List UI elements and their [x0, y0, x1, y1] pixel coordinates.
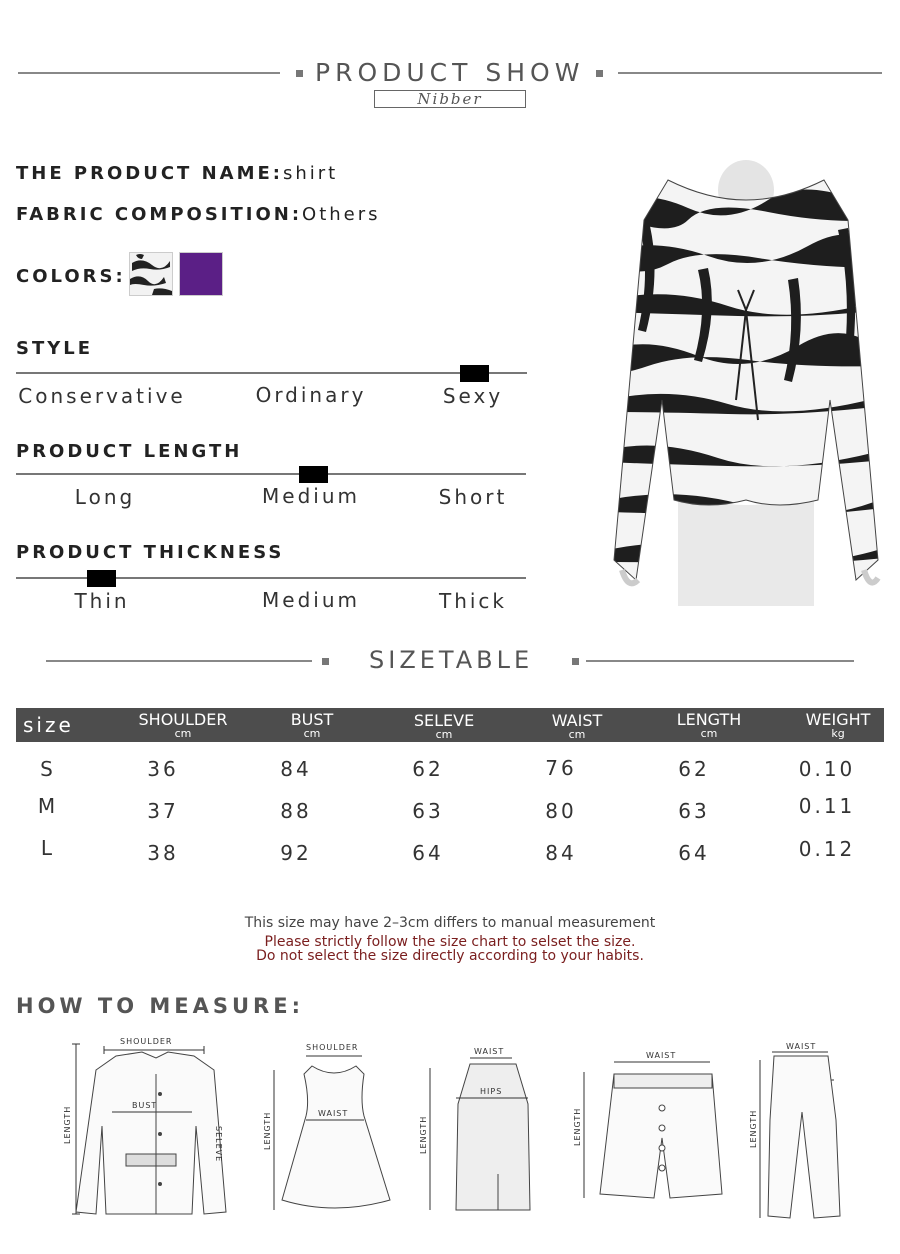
value-cell: 64	[412, 841, 444, 865]
product-name-value: shirt	[282, 163, 339, 184]
value-cell: 0.10	[798, 757, 856, 781]
length-label: LENGTH	[263, 1111, 272, 1150]
colors-label: COLORS:	[16, 266, 126, 287]
waist-label: WAIST	[318, 1109, 349, 1118]
value-cell: 36	[147, 757, 179, 781]
product-name-row	[16, 163, 338, 184]
length-label: LENGTH	[63, 1105, 72, 1144]
col-name: WAIST	[551, 711, 603, 730]
col-name: SHOULDER	[138, 710, 228, 729]
sizetable-rule-left	[46, 660, 312, 662]
value-cell: 88	[280, 799, 312, 823]
sizetable-title: SIZETABLE	[369, 646, 534, 674]
col-header-seleve	[414, 712, 474, 740]
shoulder-label: SHOULDER	[306, 1043, 359, 1052]
value-cell: 37	[147, 799, 179, 823]
value-cell: 63	[412, 799, 444, 823]
product-photo	[608, 160, 884, 606]
fabric-row	[16, 204, 381, 225]
col-unit: cm	[303, 727, 321, 740]
value-cell: 63	[678, 799, 710, 823]
col-header-weight	[806, 711, 871, 739]
length-option-long: Long	[74, 485, 136, 509]
length-label: LENGTH	[573, 1107, 582, 1146]
product-name-label: THE PRODUCT NAME:	[16, 163, 283, 184]
value-cell: 84	[545, 841, 577, 865]
thickness-selected-marker	[87, 570, 116, 587]
size-cell: S	[40, 757, 56, 781]
sizetable-bullet-left	[322, 658, 329, 665]
hips-label: HIPS	[480, 1087, 503, 1096]
measure-dress-diagram	[260, 1040, 400, 1220]
value-cell: 62	[412, 757, 444, 781]
brand-name: Nibber	[417, 90, 483, 108]
value-cell: 64	[678, 841, 710, 865]
thickness-label: PRODUCT THICKNESS	[16, 542, 285, 563]
value-cell: 76	[545, 756, 577, 780]
waist-label: WAIST	[786, 1042, 817, 1051]
col-name: LENGTH	[676, 710, 742, 729]
value-cell: 38	[147, 841, 179, 865]
value-cell: 0.11	[798, 794, 856, 818]
color-swatch-zebra[interactable]	[129, 252, 173, 296]
value-cell: 84	[280, 757, 312, 781]
thickness-option-medium: Medium	[262, 588, 360, 612]
size-note-2: Please strictly follow the size chart to selset the size.	[264, 934, 636, 950]
zebra-pattern-icon	[130, 253, 172, 295]
how-to-measure-title: HOW TO MEASURE:	[16, 994, 304, 1018]
value-cell: 92	[280, 841, 312, 865]
size-note-3: Do not select the size directly according to your habits.	[256, 948, 644, 964]
size-header-cell: size	[23, 713, 74, 737]
thickness-option-thin: Thin	[74, 589, 130, 613]
col-header-bust	[291, 711, 334, 739]
length-selected-marker	[299, 466, 328, 483]
sizetable-bullet-right	[572, 658, 579, 665]
style-selected-marker	[460, 365, 489, 382]
waist-label: WAIST	[474, 1047, 505, 1056]
waist-label: WAIST	[646, 1051, 677, 1060]
style-option-sexy: Sexy	[442, 384, 504, 408]
col-name: WEIGHT	[805, 710, 871, 729]
value-cell: 80	[545, 799, 577, 823]
col-unit: cm	[435, 728, 453, 741]
style-label: STYLE	[16, 338, 94, 359]
measure-jacket-diagram	[56, 1034, 236, 1224]
measure-skirt-diagram	[412, 1044, 542, 1220]
style-option-conservative: Conservative	[18, 384, 186, 408]
size-note-1: This size may have 2–3cm differs to manual measurement	[244, 915, 656, 931]
col-name: SELEVE	[413, 711, 475, 730]
fabric-value: Others	[302, 204, 381, 225]
brand-box	[374, 90, 526, 108]
measure-pants-diagram	[748, 1040, 848, 1224]
length-label: LENGTH	[419, 1115, 428, 1154]
sizetable-rule-right	[586, 660, 854, 662]
fabric-label: FABRIC COMPOSITION:	[16, 204, 303, 225]
selve-label: SELEVE	[214, 1126, 223, 1163]
size-cell: L	[40, 836, 56, 860]
col-unit: cm	[568, 728, 586, 741]
thickness-option-thick: Thick	[438, 589, 508, 613]
header-rule-left	[18, 72, 280, 74]
col-header-shoulder	[139, 711, 228, 739]
col-unit: kg	[831, 727, 845, 740]
header-rule-right	[618, 72, 882, 74]
size-table-header	[16, 708, 884, 742]
value-cell: 0.12	[798, 837, 856, 861]
header-bullet-right	[596, 70, 603, 77]
col-unit: cm	[174, 727, 192, 740]
col-name: BUST	[290, 710, 334, 729]
value-cell: 62	[678, 757, 710, 781]
style-option-ordinary: Ordinary	[255, 383, 367, 407]
zebra-shirt-illustration	[608, 160, 884, 606]
style-scale-line	[16, 372, 527, 374]
length-label: PRODUCT LENGTH	[16, 441, 243, 462]
col-unit: cm	[700, 727, 718, 740]
length-scale-line	[16, 473, 526, 475]
col-header-length	[677, 711, 742, 739]
length-option-medium: Medium	[262, 484, 360, 508]
col-header-waist	[552, 712, 603, 740]
color-swatch-purple[interactable]	[179, 252, 223, 296]
shoulder-label: SHOULDER	[120, 1037, 173, 1046]
length-option-short: Short	[438, 485, 508, 509]
page-title: PRODUCT SHOW	[315, 58, 585, 87]
measure-shorts-diagram	[572, 1048, 752, 1204]
size-cell: M	[37, 794, 59, 818]
bust-label: BUST	[132, 1101, 158, 1110]
header-bullet-left	[296, 70, 303, 77]
length-label: LENGTH	[749, 1109, 758, 1148]
